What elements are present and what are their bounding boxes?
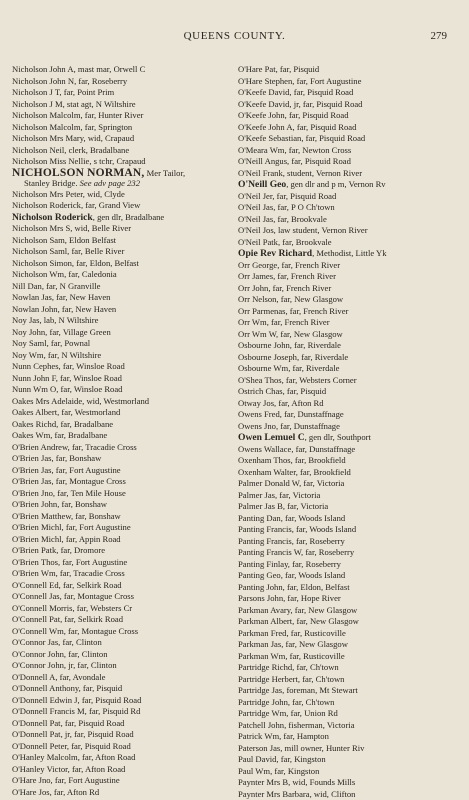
directory-entry: O'Brien Michl, far, Fort Augustine: [12, 522, 131, 532]
directory-entry: Orr George, far, French River: [238, 259, 341, 270]
directory-entry: Parkman Wm, far, Rusticoville: [238, 650, 345, 661]
directory-entry: Nicholson Malcolm, far, Hunter River: [12, 110, 144, 120]
directory-entry: Nicholson John A, mast mar, Orwell C: [12, 64, 146, 74]
directory-entry: Paynter Mrs B, wid, Founds Mills: [238, 777, 356, 787]
bold-entry-detail: , gen dlr and p m, Vernon Rv: [286, 179, 386, 189]
directory-entry: O'Keefe John, far, Pisquid Road: [238, 110, 349, 120]
directory-entry: Nicholson Malcolm, far, Springton: [12, 121, 133, 132]
directory-entry: O'Donnell A, far, Avondale: [12, 671, 106, 682]
directory-entry: O'Hanley Malcolm, far, Afton Road: [12, 752, 136, 762]
directory-entry: O'Connell Ed, far, Selkirk Road: [12, 579, 122, 590]
directory-entry: O'Brien Jas, far, Fort Augustine: [12, 464, 121, 475]
directory-entry: Parkman Albert, far, New Glasgow: [238, 616, 359, 626]
directory-entry: Parkman Jas, far, New Glasgow: [238, 639, 348, 649]
directory-entry: Oakes Richd, far, Bradalbane: [12, 418, 114, 429]
directory-entry: Nicholson John N, far, Roseberry: [12, 75, 128, 86]
directory-entry: O'Brien Jas, far, Montague Cross: [12, 476, 126, 486]
directory-entry: O'Donnell Anthony, far, Pisquid: [12, 683, 123, 693]
directory-entry: O'Hare Stephen, far, Fort Augustine: [238, 75, 362, 86]
directory-entry: Oakes Albert, far, Westmorland: [12, 407, 121, 417]
directory-entry: Parkman Avary, far, New Glasgow: [238, 604, 358, 615]
directory-entry: O'Brien Wm, far, Tracadie Cross: [12, 568, 125, 578]
directory-entry: Panting Finlay, far, Roseberry: [238, 558, 341, 569]
directory-entry: O'Donnell Pat, jr, far, Pisquid Road: [12, 729, 134, 739]
directory-entry: O'Brien Patk, far, Dromore: [12, 545, 106, 555]
directory-entry: Orr Parmenas, far, French River: [238, 305, 349, 316]
directory-entry: Owens Jno, far, Dunstaffnage: [238, 420, 340, 431]
directory-entry: Osbourne Joseph, far, Riverdale: [238, 351, 349, 362]
directory-entry: O'Neil Jas, far, P O Ch'town: [238, 202, 335, 212]
advertiser-trade: Mer Tailor,: [144, 167, 186, 178]
advertiser-entry: [12, 168, 236, 189]
directory-entry: O'Donnell Edwin J, far, Pisquid Road: [12, 694, 142, 705]
directory-entry: Oakes Wm, far, Bradalbane: [12, 430, 108, 440]
directory-entry: O'Neil Jas, far, Brookvale: [238, 213, 327, 224]
directory-entry: O'Connor Jas, far, Clinton: [12, 637, 102, 647]
directory-entry: O'Donnell Pat, far, Pisquid Road: [12, 717, 125, 728]
directory-entry: Partridge Richd, far, Ch'town: [238, 662, 339, 672]
directory-entry: Nicholson Mrs Mary, wid, Crapaud: [12, 133, 135, 143]
directory-entry: Panting Francis, far, Roseberry: [238, 535, 345, 546]
directory-entry: O'Connell Jas, far, Montague Cross: [12, 591, 134, 601]
directory-entry: Partridge Wm, far, Union Rd: [238, 708, 338, 718]
right-column: [238, 64, 464, 800]
directory-entry: Partridge Jas, foreman, Mt Stewart: [238, 685, 358, 695]
directory-entry: O'Donnell Peter, far, Pisquid Road: [12, 740, 131, 751]
directory-entry: Nicholson Roderick, far, Grand View: [12, 200, 141, 210]
directory-entry: Nicholson J M, stat agt, N Wiltshire: [12, 98, 136, 109]
bold-entry: [238, 179, 464, 191]
right-entries-a: [238, 64, 464, 179]
directory-entry: Panting Francis W, far, Roseberry: [238, 547, 355, 557]
directory-entry: Owens Wallace, far, Dunstaffnage: [238, 443, 356, 454]
directory-entry: Oakes Mrs Adelaide, wid, Westmorland: [12, 395, 150, 406]
directory-entry: O'Hare Pat, far, Pisquid: [238, 64, 320, 74]
directory-entry: O'Neil Patk, far, Brookvale: [238, 236, 332, 247]
directory-entry: Palmer Jas, far, Victoria: [238, 489, 321, 500]
directory-entry: Orr John, far, French River: [238, 282, 332, 293]
directory-entry: O'Neil Jos, law student, Vernon River: [238, 225, 368, 235]
bold-entry: [238, 248, 464, 260]
right-entries-b: [238, 191, 464, 249]
directory-entry: Oxenham Thos, far, Brookfield: [238, 455, 346, 465]
bold-entry-detail: , Methodist, Little Yk: [312, 248, 387, 258]
directory-entry: Osbourne John, far, Riverdale: [238, 340, 341, 350]
directory-entry: O'Donnell Francis M, far, Pisquid Rd: [12, 706, 141, 716]
directory-entry: Nunn Wm O, far, Winsloe Road: [12, 384, 123, 394]
right-entries-c: [238, 260, 464, 433]
directory-entry: Partridge Herbert, far, Ch'town: [238, 673, 345, 684]
directory-entry: Noy Saml, far, Pownal: [12, 338, 91, 348]
bold-entry-detail: , gen dlr, Southport: [304, 432, 371, 442]
directory-entry: Owens Fred, far, Dunstaffnage: [238, 409, 344, 419]
directory-entry: Parsons John, far, Hope River: [238, 593, 341, 603]
directory-entry: Panting Francis, far, Woods Island: [238, 524, 357, 534]
directory-entry: O'Hare Jno, far, Fort Augustine: [12, 775, 120, 785]
directory-entry: Noy Jas, lab, N Wiltshire: [12, 315, 99, 325]
directory-entry: Nicholson Mrs Peter, wid, Clyde: [12, 188, 125, 199]
directory-entry: Nicholson Sam, Eldon Belfast: [12, 234, 117, 245]
right-entries-d: [238, 444, 464, 800]
advertiser-location: Stanley Bridge.: [24, 177, 78, 188]
directory-entry: O'Brien Thos, far, Fort Augustine: [12, 556, 128, 567]
directory-entry: Nicholson Mrs S, wid, Belle River: [12, 223, 132, 233]
directory-entry: Osbourne Wm, far, Riverdale: [238, 363, 340, 373]
directory-entry: Panting Dan, far, Woods Island: [238, 512, 346, 523]
directory-entry: O'Connell Wm, far, Montague Cross: [12, 625, 139, 636]
page-number: 279: [430, 30, 447, 42]
directory-entry: Nicholson Neil, clerk, Bradalbane: [12, 144, 130, 155]
directory-entry: Nowlan John, far, New Haven: [12, 303, 117, 314]
directory-entry: Palmer Jas B, far, Victoria: [238, 501, 329, 511]
directory-entry: O'Keefe David, far, Pisquid Road: [238, 87, 354, 97]
directory-entry: O'Brien John, far, Bonshaw: [12, 499, 108, 509]
directory-entry: Nicholson Saml, far, Belle River: [12, 246, 125, 256]
directory-entry: Panting Geo, far, Woods Island: [238, 570, 346, 580]
directory-entry: Partridge John, far, Ch'town: [238, 696, 335, 707]
left-entries-a: [12, 64, 236, 168]
directory-entry: O'Connor John, jr, far, Clinton: [12, 660, 117, 670]
directory-entry: Paynter Mrs Barbara, wid, Clifton: [238, 788, 356, 799]
directory-entry: O'Brien Andrew, far, Tracadie Cross: [12, 441, 137, 452]
directory-entry: Nicholson Miss Nellie, s tchr, Crapaud: [12, 156, 146, 166]
directory-entry: O'Neil Frank, student, Vernon River: [238, 167, 363, 178]
directory-entry: Nunn John F, far, Winsloe Road: [12, 372, 122, 383]
directory-entry: O'Brien Jas, far, Bonshaw: [12, 453, 102, 463]
bold-entry-name: O'Neill Geo: [238, 179, 287, 190]
directory-entry: O'Neill Angus, far, Pisquid Road: [238, 156, 351, 166]
bold-entry: [12, 212, 236, 224]
directory-entry: Noy John, far, Village Green: [12, 326, 111, 337]
directory-entry: Paul Wm, far, Kingston: [238, 765, 320, 776]
bold-entry-name: Owen Lemuel C: [238, 432, 305, 443]
directory-entry: Patchell John, fisherman, Victoria: [238, 719, 355, 730]
directory-entry: Nicholson J T, far, Point Prim: [12, 87, 115, 97]
directory-entry: Nicholson Wm, far, Caledonia: [12, 269, 117, 279]
directory-entry: O'Connor John, far, Clinton: [12, 648, 108, 659]
page-header: [0, 30, 469, 44]
directory-entry: Nunn Cephes, far, Winsloe Road: [12, 361, 125, 371]
directory-entry: O'Keefe John A, far, Pisquid Road: [238, 121, 357, 132]
advertiser-name: NICHOLSON NORMAN,: [12, 167, 145, 179]
running-title: QUEENS COUNTY.: [183, 30, 286, 42]
left-entries-b: [12, 189, 236, 212]
directory-entry: Noy Wm, far, N Wiltshire: [12, 349, 102, 360]
advertiser-note: See adv page 232: [77, 177, 140, 188]
directory-entry: O'Neil Jer, far, Pisquid Road: [238, 190, 337, 201]
directory-entry: Ostrich Chas, far, Pisquid: [238, 386, 327, 396]
directory-entry: O'Shea Thos, far, Websters Corner: [238, 374, 357, 385]
directory-entry: O'Keefe Sebastian, far, Pisquid Road: [238, 133, 366, 143]
directory-entry: Orr James, far, French River: [238, 271, 336, 281]
directory-entry: Orr Nelson, far, New Glasgow: [238, 294, 344, 304]
directory-entry: O'Meara Wm, far, Newton Cross: [238, 144, 352, 155]
directory-entry: O'Brien Matthew, far, Bonshaw: [12, 510, 121, 521]
directory-entry: Panting John, far, Eldon, Belfast: [238, 581, 350, 592]
bold-entry-name: Opie Rev Richard: [238, 248, 313, 259]
directory-entry: O'Keefe David, jr, far, Pisquid Road: [238, 98, 363, 109]
left-entries-c: [12, 223, 236, 798]
directory-entry: Parkman Fred, far, Rusticoville: [238, 627, 346, 638]
directory-entry: Oxenham Walter, far, Brookfield: [238, 466, 351, 477]
directory-entry: O'Connell Morris, far, Websters Cr: [12, 602, 133, 613]
directory-entry: Orr Wm, far, French River: [238, 317, 330, 327]
directory-entry: Palmer Donald W, far, Victoria: [238, 478, 345, 488]
directory-entry: Nicholson Simon, far, Eldon, Belfast: [12, 257, 139, 268]
directory-entry: O'Connell Pat, far, Selkirk Road: [12, 614, 123, 624]
directory-entry: Patrick Wm, far, Hampton: [238, 731, 329, 741]
directory-entry: Orr Wm W, far, New Glasgow: [238, 328, 343, 339]
directory-entry: Paterson Jas, mill owner, Hunter Riv: [238, 742, 365, 753]
directory-entry: Nowlan Jas, far, New Haven: [12, 292, 111, 302]
directory-entry: O'Brien Michl, far, Appin Road: [12, 533, 121, 544]
directory-entry: Otway Jos, far, Afton Rd: [238, 397, 324, 408]
directory-entry: O'Brien Jno, far, Ten Mile House: [12, 487, 126, 498]
directory-entry: Paul David, far, Kingston: [238, 754, 326, 764]
directory-entry: O'Hare Jos, far, Afton Rd: [12, 786, 100, 797]
directory-entry: O'Hanley Victor, far, Afton Road: [12, 763, 126, 774]
bold-entry-detail: , gen dlr, Bradalbane: [92, 211, 165, 222]
left-column: [12, 64, 236, 798]
bold-entry: [238, 432, 464, 444]
directory-entry: Nill Dan, far, N Granville: [12, 280, 101, 291]
bold-entry-name: Nicholson Roderick: [12, 211, 93, 223]
